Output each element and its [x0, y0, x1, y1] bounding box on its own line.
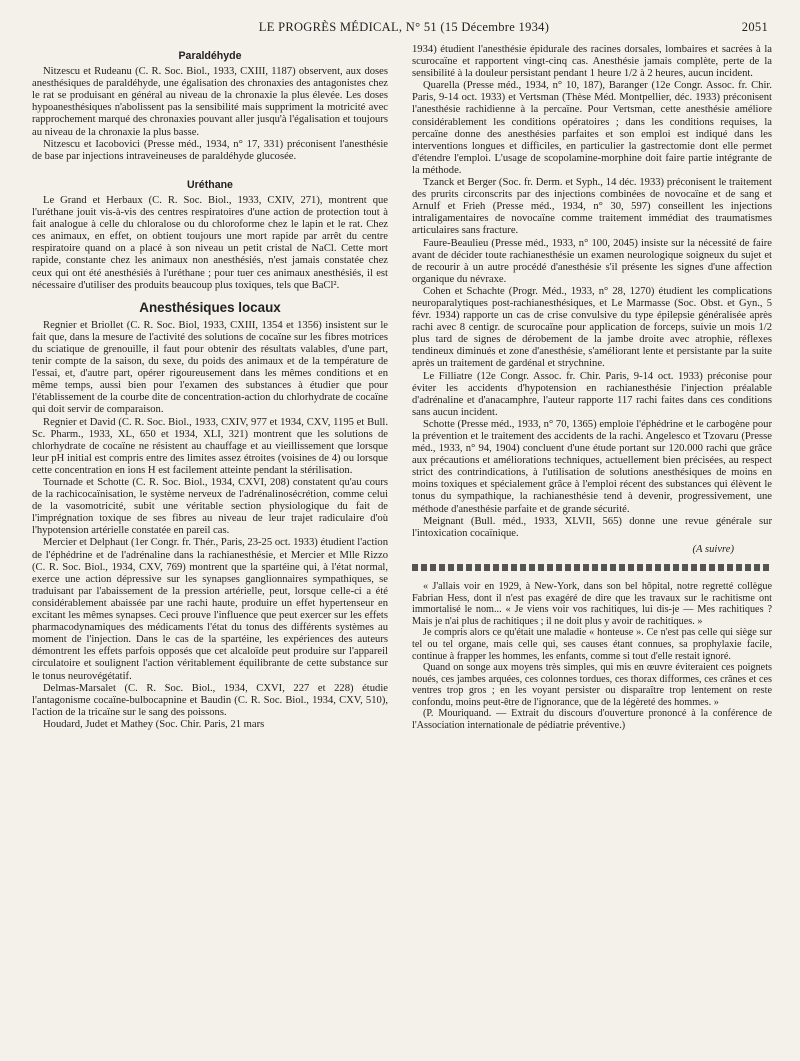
quote-paragraph: « J'allais voir en 1929, à New-York, dans son bel hôpital, notre regretté collègue Fabrian Hess, dont il n'est pas exagéré de dire que les travaux sur le rachitisme ont immortalisé le nom... « Je viens voir vos rachitiques, lui dis-je — Mes rachitiques ? Mais je n'ai plus de rachitiques ; il ne doit plus y avoir de rachitiques. » — [412, 580, 772, 627]
running-header — [40, 20, 768, 40]
paragraph: Tournade et Schotte (C. R. Soc. Biol., 1934, CXVI, 208) constatent qu'au cours de la rachicocaïnisation, le système nerveux de l'adrénalinosécrétion, comme celui de la vasomotricité, subit une véritable section physiologique du fait de l'imprégnation toxique de ses fibres au niveau de leur trajet radiculaire d'où l'hypotension artérielle constatée en pareil cas. — [32, 477, 388, 537]
paragraph: Le Grand et Herbaux (C. R. Soc. Biol., 1933, CXIV, 271), montrent que l'uréthane jouit vis-à-vis des centres respiratoires d'une action de protection tout à fait analogue à celle du chloralose ou du chloroforme chez le lapin et le rat. Chez ces animaux, en effet, on obtient toujours une mort rapide par arrêt du centre respiratoire quand on a placé à son niveau un petit cristal de NaCl. Cette mort rapide, constante chez les animaux non anesthésiés, n'est jamais constatée chez ceux qui ont été anesthésiés à l'uréthane ; pour tuer ces animaux anesthésiés, il est nécessaire d'utiliser des produits beaucoup plus toxiques, tels que BaCl². — [32, 194, 388, 291]
page-number: 2051 — [741, 20, 768, 34]
a-suivre-note: (A suivre) — [692, 543, 734, 555]
paragraph: Le Filliatre (12e Congr. Assoc. fr. Chir. Paris, 9-14 oct. 1933) préconise pour éviter les accidents d'hypotension en rachianesthésie l'injection préalable d'adrénaline et d'anacamphre, l'auteur rapporte 117 rachi faites dans ces conditions sans aucun incident. — [412, 370, 772, 418]
left-column — [32, 44, 388, 731]
paragraph: Meignant (Bull. méd., 1933, XLVII, 565) donne une revue générale sur l'intoxication cocaïnique. — [412, 515, 772, 539]
paragraph: Nitzescu et Iacobovici (Presse méd., 1934, n° 17, 331) préconisent l'anesthésie de base par injections intraveineuses de paraldéhyde glucosée. — [32, 138, 388, 162]
paragraph: Nitzescu et Rudeanu (C. R. Soc. Biol., 1933, CXIII, 1187) observent, aux doses anesthésiques de paraldéhyde, une égalisation des chronaxies des antagonistes chez le rat se produisant en général au niveau de la chronaxie la plus élevée. Les doses hypoanesthésiques n'abolissent pas la sensibilité mais suppriment la motricité avec rapprochement marqué des chronaxies pouvant aller jusqu'à l'égalisation et toujours au niveau de la chronaxie la plus basse. — [32, 66, 388, 138]
section-title-anesthesiques-locaux: Anesthésiques locaux — [139, 299, 281, 315]
paragraph: Faure-Beaulieu (Presse méd., 1933, n° 100, 2045) insiste sur la nécessité de faire avant de décider toute rachianesthésie un examen neurologique soigneux du sujet et de recourir à un autre procédé d'anesthésie s'il présente les signes d'une affection organique du névraxe. — [412, 237, 772, 285]
paragraph: Delmas-Marsalet (C. R. Soc. Biol., 1934, CXVI, 227 et 228) étudie l'antagonisme cocaïne-bulbocapnine et Baudin (C. R. Soc. Biol., 1934, CXV, 510), l'action de la tricaïne sur le sang des poissons. — [32, 682, 388, 718]
right-column — [412, 44, 772, 732]
quote-paragraph: Je compris alors ce qu'était une maladie « honteuse ». Ce n'est pas celle qui siège sur tel ou tel organe, mais celle qui, ses causes étant connues, sa prophylaxie facile, continue à frapper les hommes, les enfants, comme si tout d'elle restait ignoré. — [412, 627, 772, 662]
journal-title: LE PROGRÈS MÉDICAL, N° 51 (15 Décembre 1934) — [258, 20, 550, 34]
paragraph: Regnier et David (C. R. Soc. Biol., 1933, CXIV, 977 et 1934, CXV, 1195 et Bull. Sc. Pharm., 1933, XL, 650 et 1934, XLI, 321) montrent que les solutions de chlorhydrate de cocaïne ne résistent au chauffage et au vieillissement que lorsque leur pH initial est compris entre des limites assez étroites (voisines de 4) ou lorsque cette concentration en ions H est facilement atteinte pendant la stérilisation. — [32, 416, 388, 476]
paragraph: Regnier et Briollet (C. R. Soc. Biol, 1933, CXIII, 1354 et 1356) insistent sur le fait que, dans la mesure de l'activité des solutions de cocaïne sur les fibres motrices du sciatique de grenouille, il faut pour obtenir des résultats valables, d'une part, tenir compte de la saison, du sexe, du poids des animaux et de la température de l'essai, et, d'autre part, opérer rigoureusement dans les mêmes conditions et en même temps, aussi bien pour l'examen des substances à étudier que pour l'établissement de la courbe dite de concentration-action du chlorhydrate de cocaïne qui doit servir de comparaison. — [32, 319, 388, 416]
paragraph: 1934) étudient l'anesthésie épidurale des racines dorsales, lombaires et sacrées à la scurocaïne et rapportent vingt-cinq cas. Anesthésie jamais complète, perte de la sensibilité à la douleur persistant pendant 1 heure 1/2 à 2 heures, aucun incident. — [412, 44, 772, 80]
ornamental-divider — [412, 564, 772, 571]
paragraph: Cohen et Schachte (Progr. Méd., 1933, n° 28, 1270) étudient les complications neuroparalytiques post-rachianesthésiques, et Le Marmasse (Soc. Obst. et Gyn., 5 févr. 1934) rapporte un cas de crise convulsive du type épilepsie généralisée après rachi avec 8 centigr. de scurocaïne pour application de forceps, suivie un mois 1/2 plus tard de signes de dérobement de la jambe droite avec atrophie, réflexes tendineux diminués et zone d'anesthésie, s'améliorant lente et persistante par la suite après un traitement de gardénal et strychnine. — [412, 285, 772, 370]
paragraph: Houdard, Judet et Mathey (Soc. Chir. Paris, 21 mars — [43, 718, 265, 730]
section-title-paraldehyde: Paraldéhyde — [178, 50, 242, 62]
paragraph: Tzanck et Berger (Soc. fr. Derm. et Syph., 14 déc. 1933) préconisent le traitement des prurits circonscrits par des injections combinées de novocaïne et de sang et Arnulf et Frieh (Presse méd., 1934, n° 30, 597) conseillent les injections intraligamentaires de novocaïne comme traitement immédiat des traumatismes articulaires sans fracture. — [412, 177, 772, 237]
section-title-urethane: Uréthane — [187, 178, 233, 191]
quote-attribution: (P. Mouriquand. — Extrait du discours d'ouverture prononcé à la conférence de l'Association internationale de pédiatrie préventive.) — [412, 708, 772, 732]
paragraph: Mercier et Delphaut (1er Congr. fr. Thér., Paris, 23-25 oct. 1933) étudient l'action de l'éphédrine et de l'adrénaline dans la rachianesthésie, et Mercier et Mlle Rizzo (C. R. Soc. Biol., 1934, CXV, 769) montrent que la spartéine qui, à l'état normal, exerce une action dépressive sur les synapses ganglionnaires sympathiques, se traduisant par l'abaissement de la pression artérielle, peut, lorsque celle-ci a été considérablement abaissée par une rachi haute, produire un effet hypertenseur en excitant les mêmes synapses. Ceci prouve l'influence que peut exercer sur les effets pharmacodynamiques des médicaments l'état du tonus des différents systèmes au moment de l'injection. Dans le cas de la spartéine, les expériences des auteurs démontrent les effets parfois opposés que cet alcaloïde peut produire sur l'appareil circulatoire et soulignent l'action véritablement équilibrante de cette substance sur le tonus neurovégétatif. — [32, 537, 388, 682]
paragraph: Schotte (Presse méd., 1933, n° 70, 1365) emploie l'éphédrine et le carbogène pour la prévention et le traitement des accidents de la rachi. Angelesco et Tzovaru (Presse méd., 1933, n° 94, 1904) concluent d'une étude portant sur 120.000 rachi que grâce aux précautions et améliorations techniques, actuellement bien précisées, au respect strict des contrindications, à l'utilisation de solutions anesthésiques de moins en moins toxiques et spécialement grâce à l'emploi récent des substances qui élèvent le tonus du sympathique, la rachianesthésie tend à devenir, progressivement, une méthode d'anesthésie parfaite et de grande sécurité. — [412, 418, 772, 515]
quote-paragraph: Quand on songe aux moyens très simples, qui mis en œuvre éviteraient ces poignets noués, ces jambes arquées, ces colonnes tordues, ces thorax difformes, ces crânes et ces ventres trop gros ; en les voyant persister ou disparaître trop lentement on reste confondu, moins peut-être de l'ignorance, que de la légèreté des hommes. » — [412, 662, 772, 708]
paragraph: Quarella (Presse méd., 1934, n° 10, 187), Baranger (12e Congr. Assoc. fr. Chir. Paris, 9-14 oct. 1933) et Vertsman (Thèse Méd. Montpellier, déc. 1933) préconisent l'anesthésie rachidienne à la percaïne. Pour Vertsman, cette anesthésie améliore considérablement les conditions opératoires ; dans les conditions requises, la percaïne donne des anesthésies parfaites et son emploi est indiqué dans les interventions longues et difficiles, en particulier la gastrectomie dont elle permet d'étendre l'emploi. L'usage de scopolamine-morphine doit faire partie intégrante de la méthode. — [412, 80, 772, 176]
